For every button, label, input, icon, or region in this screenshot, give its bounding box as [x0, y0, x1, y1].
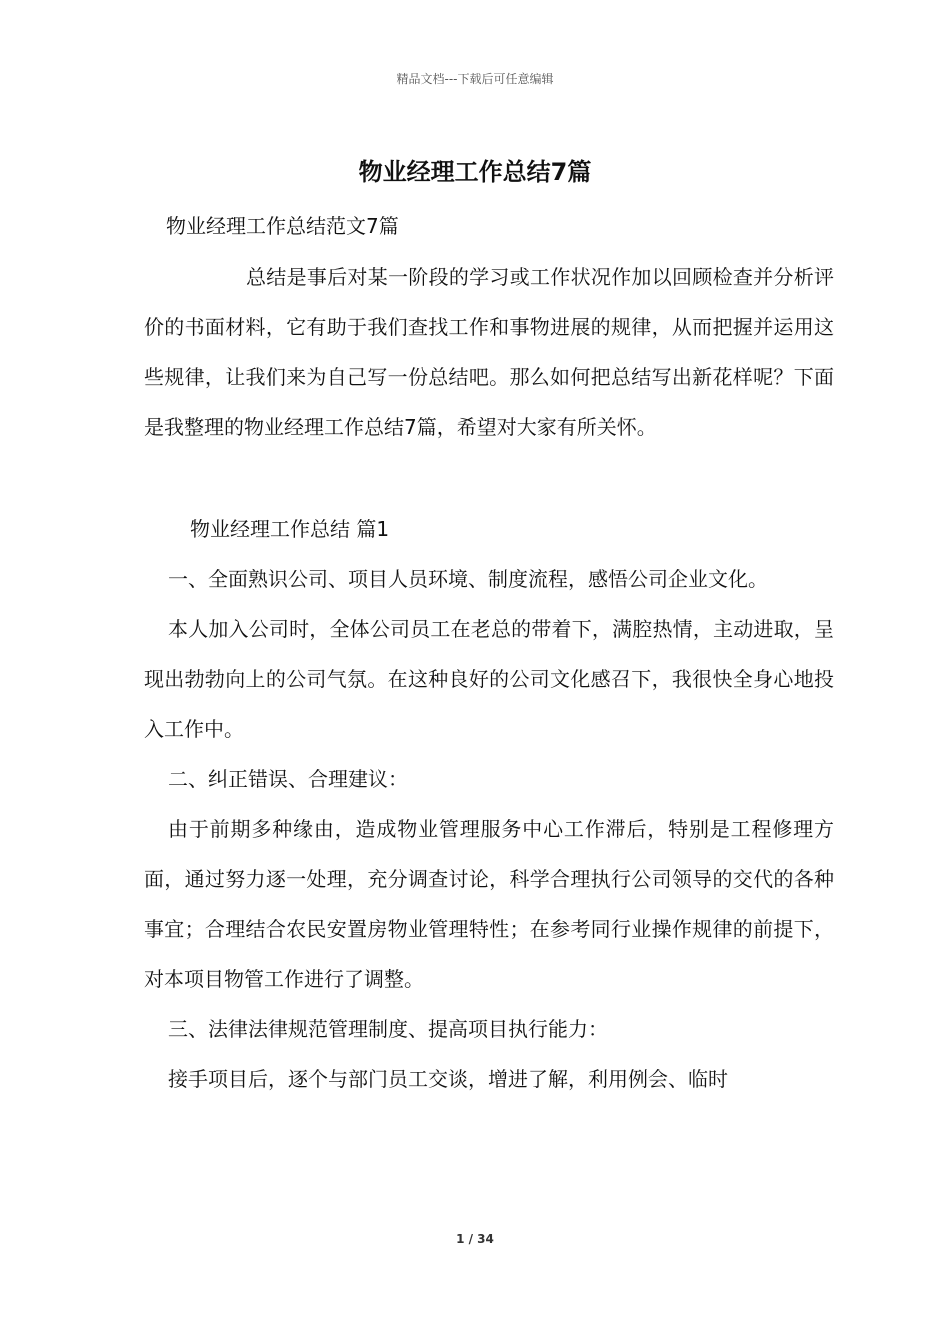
intro-paragraph: 总结是事后对某一阶段的学习或工作状况作加以回顾检查并分析评价的书面材料，它有助于我们查找工作和事物进展的规律，从而把握并运用这些规律，让我们来为自己写一份总结吧。那么如何把总结写出新花样呢？下面是我整理的物业经理工作总结7篇，希望对大家有所关怀。	[144, 265, 834, 439]
body-paragraph: 三、法律法律规范管理制度、提高项目执行能力：	[168, 1017, 608, 1041]
page-header: 精品文档---下载后可任意编辑	[396, 72, 554, 86]
body-paragraph: 本人加入公司时，全体公司员工在老总的带着下，满腔热情，主动进取，呈现出勃勃向上的公司气氛。在这种良好的公司文化感召下，我很快全身心地投入工作中。	[144, 617, 834, 741]
document-title: 物业经理工作总结7篇	[358, 158, 592, 186]
body-paragraph: 一、全面熟识公司、项目人员环境、制度流程，感悟公司企业文化。	[168, 567, 768, 591]
document-body	[144, 252, 834, 1104]
body-paragraph: 由于前期多种缘由，造成物业管理服务中心工作滞后，特别是工程修理方面，通过努力逐一处理，充分调查讨论，科学合理执行公司领导的交代的各种事宜；合理结合农民安置房物业管理特性；在参考同行业操作规律的前提下，对本项目物管工作进行了调整。	[144, 817, 834, 991]
page-number: 1 / 34	[456, 1232, 494, 1246]
section-heading: 物业经理工作总结 篇1	[190, 517, 390, 541]
body-paragraph: 接手项目后，逐个与部门员工交谈，增进了解，利用例会、临时	[168, 1067, 728, 1091]
document-subtitle: 物业经理工作总结范文7篇	[166, 214, 399, 238]
body-paragraph: 二、纠正错误、合理建议：	[168, 767, 408, 791]
